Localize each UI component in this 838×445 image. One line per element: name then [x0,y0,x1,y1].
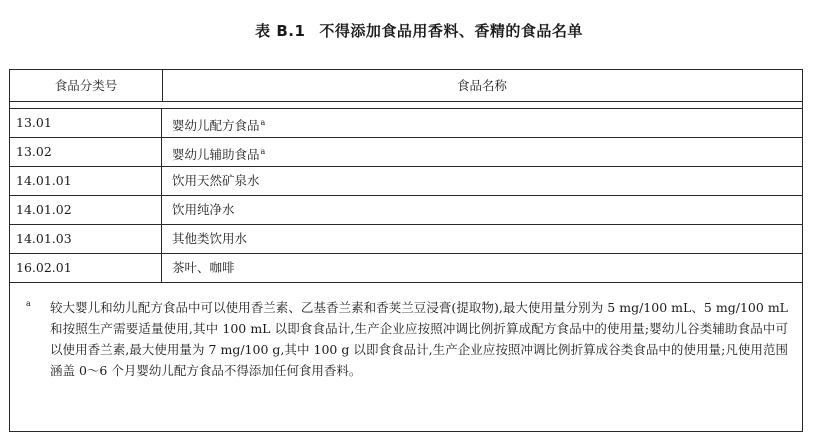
table-body [10,109,802,283]
table-number: 表 B.1 [255,22,306,40]
food-table [9,69,803,432]
food-name-cell: 饮用纯净水 [172,202,235,217]
table-row [10,196,802,225]
footnote-marker: a [260,147,266,156]
table-footnote [10,283,802,431]
footnote-marker: a [260,118,266,127]
table-row [10,138,802,167]
table-row [10,225,802,254]
header-category-code: 食品分类号 [10,70,163,101]
table-header [10,70,802,102]
food-name-cell: 茶叶、咖啡 [172,260,235,275]
table-caption [0,20,838,41]
food-name-cell: 其他类饮用水 [172,231,248,246]
food-name-text: 婴幼儿配方食品 [172,118,260,134]
category-code-cell: 14.01.03 [10,225,162,253]
food-name-text: 婴幼儿辅助食品 [172,147,260,163]
footnote-text: 较大婴儿和幼儿配方食品中可以使用香兰素、乙基香兰素和香荚兰豆浸膏(提取物),最大使用量分别为 5 mg/100 mL、5 mg/100 mL 和按照生产需要适量使用,其中 100 mL 以即食食品计,生产企业应按照冲调比例折算成配方食品中的使用量;婴幼儿谷类辅助食品中可以使用香兰素,最大使用量为 7 mg/100 g,其中 100 g 以即食食品计,生产企业应按照冲调比例折算成谷类食品中的使用量;凡使用范围涵盖 0～6 个月婴幼儿配方食品不得添加任何食用香料。 [50,300,788,378]
category-code-cell: 14.01.02 [10,196,162,224]
food-name-cell [162,109,802,137]
table-row [10,254,802,283]
footnote-mark: a [26,299,31,308]
category-code-cell: 13.01 [10,109,162,137]
food-name-cell [162,138,802,166]
table-row [10,109,802,138]
table-row [10,167,802,196]
header-food-name: 食品名称 [456,78,507,93]
category-code-cell: 16.02.01 [10,254,162,282]
category-code-cell: 13.02 [10,138,162,166]
table-title: 不得添加食品用香料、香精的食品名单 [319,22,583,40]
category-code-cell: 14.01.01 [10,167,162,195]
food-name-cell: 饮用天然矿泉水 [172,173,260,188]
